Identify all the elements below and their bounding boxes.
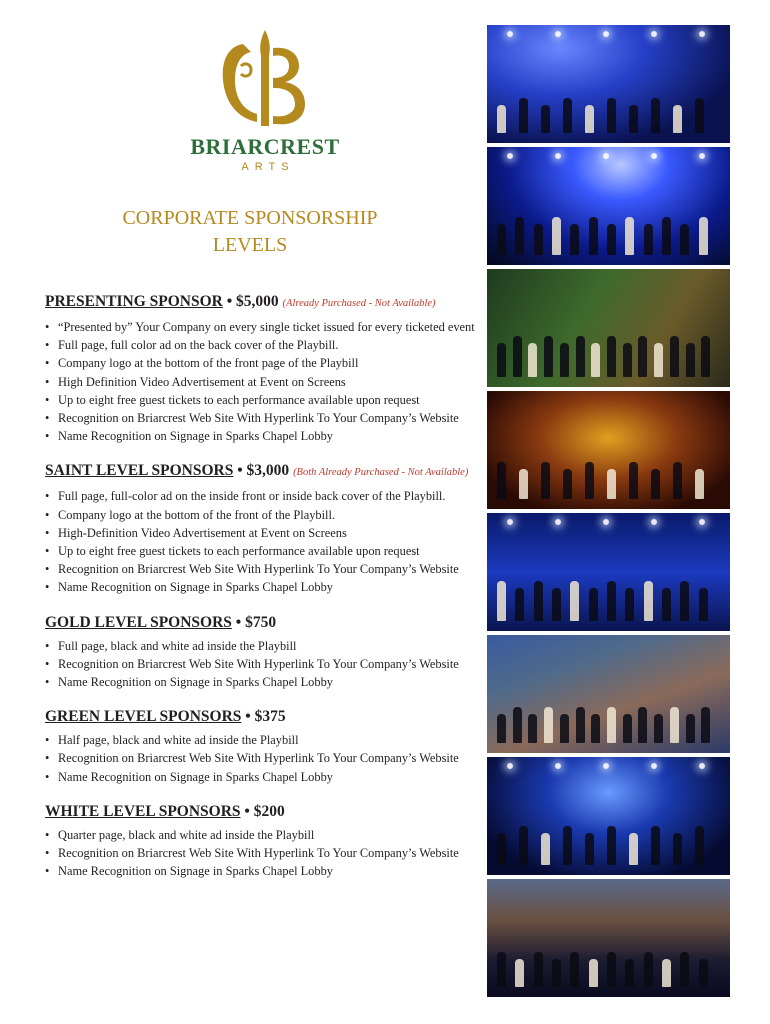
title-line-2: LEVELS xyxy=(212,234,288,256)
performer-silhouette xyxy=(519,98,528,133)
musical-scene-photo xyxy=(487,635,730,753)
performer-silhouette xyxy=(651,469,660,499)
performer-silhouette xyxy=(589,588,598,621)
performer-silhouette xyxy=(528,714,537,743)
brand-subtitle: ARTS xyxy=(241,161,295,173)
sponsor-level-price: • $750 xyxy=(235,613,277,631)
performer-silhouette xyxy=(662,959,671,987)
benefit-item: • Company logo at the bottom of the front page of the Playbill xyxy=(45,354,485,372)
performer-silhouette xyxy=(576,336,585,377)
performer-silhouette xyxy=(644,952,653,987)
stage-light xyxy=(603,153,609,159)
performer-silhouette xyxy=(625,217,634,255)
sponsor-level-price: • $5,000 xyxy=(226,293,279,310)
performer-silhouette xyxy=(680,952,689,987)
benefit-item: • Recognition on Briarcrest Web Site With Hyperlink To Your Company’s Website xyxy=(45,655,485,673)
concert-singers-photo xyxy=(487,147,730,265)
benefit-item: • Recognition on Briarcrest Web Site With Hyperlink To Your Company’s Website xyxy=(45,749,485,767)
stage-light xyxy=(699,31,705,37)
benefit-item: • Company logo at the bottom of the front of the Playbill. xyxy=(45,506,485,524)
performer-silhouette xyxy=(680,581,689,621)
performer-silhouette xyxy=(670,336,679,377)
stage-light xyxy=(699,153,705,159)
performer-silhouette xyxy=(629,833,638,865)
performer-silhouette xyxy=(695,469,704,499)
performer-silhouette xyxy=(607,581,616,621)
benefit-list xyxy=(45,487,485,596)
performer-silhouette xyxy=(534,581,543,621)
benefit-item: • Name Recognition on Signage in Sparks Chapel Lobby xyxy=(45,768,485,786)
performer-silhouette xyxy=(591,343,600,377)
sponsor-level-name: WHITE LEVEL SPONSORS xyxy=(45,802,241,820)
sponsor-level-name: GOLD LEVEL SPONSORS xyxy=(45,613,232,631)
benefit-item: • Full page, full color ad on the back cover of the Playbill. xyxy=(45,336,485,354)
sponsor-level-price: • $200 xyxy=(244,802,285,820)
performer-silhouette xyxy=(607,336,616,377)
benefit-item: • Recognition on Briarcrest Web Site With Hyperlink To Your Company’s Website xyxy=(45,409,485,427)
benefit-item: • Recognition on Briarcrest Web Site With Hyperlink To Your Company’s Website xyxy=(45,560,485,578)
sponsor-level-section xyxy=(45,292,485,445)
performer-silhouette xyxy=(638,336,647,377)
performer-silhouette xyxy=(563,98,572,133)
performer-silhouette xyxy=(623,714,632,743)
benefit-item: • High-Definition Video Advertisement at Event on Screens xyxy=(45,524,485,542)
sponsor-level-name: SAINT LEVEL SPONSORS xyxy=(45,462,234,480)
trumpet-players-photo xyxy=(487,269,730,387)
performer-silhouette xyxy=(695,826,704,865)
sponsor-level-section xyxy=(45,461,485,596)
performer-silhouette xyxy=(519,469,528,499)
benefit-item: • Name Recognition on Signage in Sparks Chapel Lobby xyxy=(45,862,485,880)
performer-silhouette xyxy=(699,959,708,987)
performer-silhouette xyxy=(699,217,708,255)
performer-silhouette xyxy=(560,714,569,743)
performer-silhouette xyxy=(651,826,660,865)
performer-silhouette xyxy=(638,707,647,743)
performer-silhouette xyxy=(654,343,663,377)
benefit-item: • Up to eight free guest tickets to each performance available upon request xyxy=(45,542,485,560)
benefit-item: • Name Recognition on Signage in Sparks Chapel Lobby xyxy=(45,427,485,445)
performer-silhouette xyxy=(497,952,506,987)
stage-light xyxy=(651,763,657,769)
stage-light xyxy=(699,763,705,769)
stage-light xyxy=(555,31,561,37)
sponsor-level-price: • $375 xyxy=(245,708,286,726)
performer-silhouette xyxy=(563,826,572,865)
performer-silhouette xyxy=(673,462,682,499)
performer-silhouette xyxy=(644,581,653,621)
performer-silhouette xyxy=(528,343,537,377)
performer-silhouette xyxy=(680,224,689,255)
sponsor-level-heading xyxy=(45,461,485,483)
performer-silhouette xyxy=(625,588,634,621)
sponsor-level-heading xyxy=(45,613,485,633)
performer-silhouette xyxy=(519,826,528,865)
performer-silhouette xyxy=(497,224,506,255)
performer-silhouette xyxy=(552,588,561,621)
benefit-list xyxy=(45,637,485,692)
stage-light xyxy=(555,153,561,159)
performer-silhouette xyxy=(497,462,506,499)
performer-silhouette xyxy=(515,217,524,255)
performer-silhouette xyxy=(699,588,708,621)
performer-silhouette xyxy=(607,826,616,865)
performer-silhouette xyxy=(644,224,653,255)
performer-silhouette xyxy=(686,343,695,377)
performer-silhouette xyxy=(497,343,506,377)
performer-silhouette xyxy=(570,952,579,987)
sponsor-level-name: GREEN LEVEL SPONSORS xyxy=(45,708,242,726)
performer-silhouette xyxy=(513,707,522,743)
performer-silhouette xyxy=(563,469,572,499)
performer-silhouette xyxy=(662,588,671,621)
performer-silhouette xyxy=(695,98,704,133)
benefit-item: • Name Recognition on Signage in Sparks Chapel Lobby xyxy=(45,578,485,596)
performer-silhouette xyxy=(607,707,616,743)
performer-silhouette xyxy=(607,469,616,499)
stage-light xyxy=(699,519,705,525)
performer-silhouette xyxy=(541,462,550,499)
benefit-item: • Half page, black and white ad inside the Playbill xyxy=(45,731,485,749)
stage-light xyxy=(651,31,657,37)
sponsor-level-section xyxy=(45,802,485,881)
performer-silhouette xyxy=(591,714,600,743)
performer-silhouette xyxy=(585,833,594,865)
availability-note: (Both Already Purchased - Not Available) xyxy=(293,467,469,479)
stage-light xyxy=(507,763,513,769)
performer-silhouette xyxy=(560,343,569,377)
benefit-item: • Up to eight free guest tickets to each performance available upon request xyxy=(45,391,485,409)
sponsor-level-section xyxy=(45,707,485,786)
brand-name: BRIARCREST xyxy=(190,134,340,159)
sponsor-level-heading xyxy=(45,292,485,314)
band-stage-photo xyxy=(487,757,730,875)
benefit-item: • “Presented by” Your Company on every single ticket issued for every ticketed event xyxy=(45,318,485,336)
briarcrest-monogram-icon xyxy=(215,26,315,132)
benefit-list xyxy=(45,318,485,445)
benefit-item: • Full page, full-color ad on the inside front or inside back cover of the Playbill. xyxy=(45,487,485,505)
benefit-item: • Full page, black and white ad inside the Playbill xyxy=(45,637,485,655)
performer-silhouette xyxy=(623,343,632,377)
stage-light xyxy=(507,31,513,37)
stage-light xyxy=(651,519,657,525)
performer-silhouette xyxy=(629,462,638,499)
performer-silhouette xyxy=(515,588,524,621)
stage-ensemble-photo xyxy=(487,513,730,631)
sponsor-level-price: • $3,000 xyxy=(237,462,290,480)
performer-silhouette xyxy=(670,707,679,743)
performer-silhouette xyxy=(654,714,663,743)
availability-note: (Already Purchased - Not Available) xyxy=(282,298,436,309)
benefit-list xyxy=(45,826,485,881)
stage-light xyxy=(651,153,657,159)
stage-light xyxy=(603,31,609,37)
briarcrest-arts-logo xyxy=(180,26,350,186)
performer-silhouette xyxy=(701,336,710,377)
performer-silhouette xyxy=(662,217,671,255)
performer-silhouette xyxy=(497,105,506,133)
stage-light xyxy=(603,519,609,525)
performer-silhouette xyxy=(673,833,682,865)
ship-set-photo xyxy=(487,879,730,997)
performer-silhouette xyxy=(497,833,506,865)
photo-column xyxy=(487,25,730,1001)
benefit-item: • Quarter page, black and white ad inside the Playbill xyxy=(45,826,485,844)
benefit-item: • Recognition on Briarcrest Web Site With Hyperlink To Your Company’s Website xyxy=(45,844,485,862)
performer-silhouette xyxy=(629,105,638,133)
performer-silhouette xyxy=(544,707,553,743)
page-title xyxy=(80,205,420,259)
benefit-list xyxy=(45,731,485,786)
costumed-dancers-photo xyxy=(487,391,730,509)
benefit-item: • High Definition Video Advertisement at Event on Screens xyxy=(45,373,485,391)
performer-silhouette xyxy=(534,224,543,255)
performer-silhouette xyxy=(497,714,506,743)
performer-silhouette xyxy=(576,707,585,743)
performer-silhouette xyxy=(651,98,660,133)
performer-silhouette xyxy=(497,581,506,621)
sponsor-level-heading xyxy=(45,802,485,822)
sponsor-level-section xyxy=(45,613,485,692)
performer-silhouette xyxy=(570,224,579,255)
performer-silhouette xyxy=(541,105,550,133)
sponsor-level-heading xyxy=(45,707,485,727)
benefit-item: • Name Recognition on Signage in Sparks Chapel Lobby xyxy=(45,673,485,691)
performer-silhouette xyxy=(607,952,616,987)
performer-silhouette xyxy=(589,217,598,255)
performer-silhouette xyxy=(589,959,598,987)
performer-silhouette xyxy=(701,707,710,743)
performer-silhouette xyxy=(534,952,543,987)
performer-silhouette xyxy=(541,833,550,865)
performer-silhouette xyxy=(625,959,634,987)
performer-silhouette xyxy=(515,959,524,987)
stage-light xyxy=(555,763,561,769)
performer-silhouette xyxy=(585,462,594,499)
performer-silhouette xyxy=(585,105,594,133)
stage-light xyxy=(507,153,513,159)
performer-silhouette xyxy=(570,581,579,621)
performer-silhouette xyxy=(686,714,695,743)
performer-silhouette xyxy=(513,336,522,377)
performer-silhouette xyxy=(673,105,682,133)
performer-silhouette xyxy=(552,959,561,987)
performer-silhouette xyxy=(607,224,616,255)
performer-silhouette xyxy=(544,336,553,377)
performer-silhouette xyxy=(607,98,616,133)
sponsor-level-name: PRESENTING SPONSOR xyxy=(45,293,223,310)
stage-light xyxy=(507,519,513,525)
stage-light xyxy=(555,519,561,525)
title-line-1: CORPORATE SPONSORSHIP xyxy=(122,207,378,229)
performer-silhouette xyxy=(552,217,561,255)
choir-performance-photo xyxy=(487,25,730,143)
sponsorship-levels xyxy=(45,292,485,896)
stage-light xyxy=(603,763,609,769)
